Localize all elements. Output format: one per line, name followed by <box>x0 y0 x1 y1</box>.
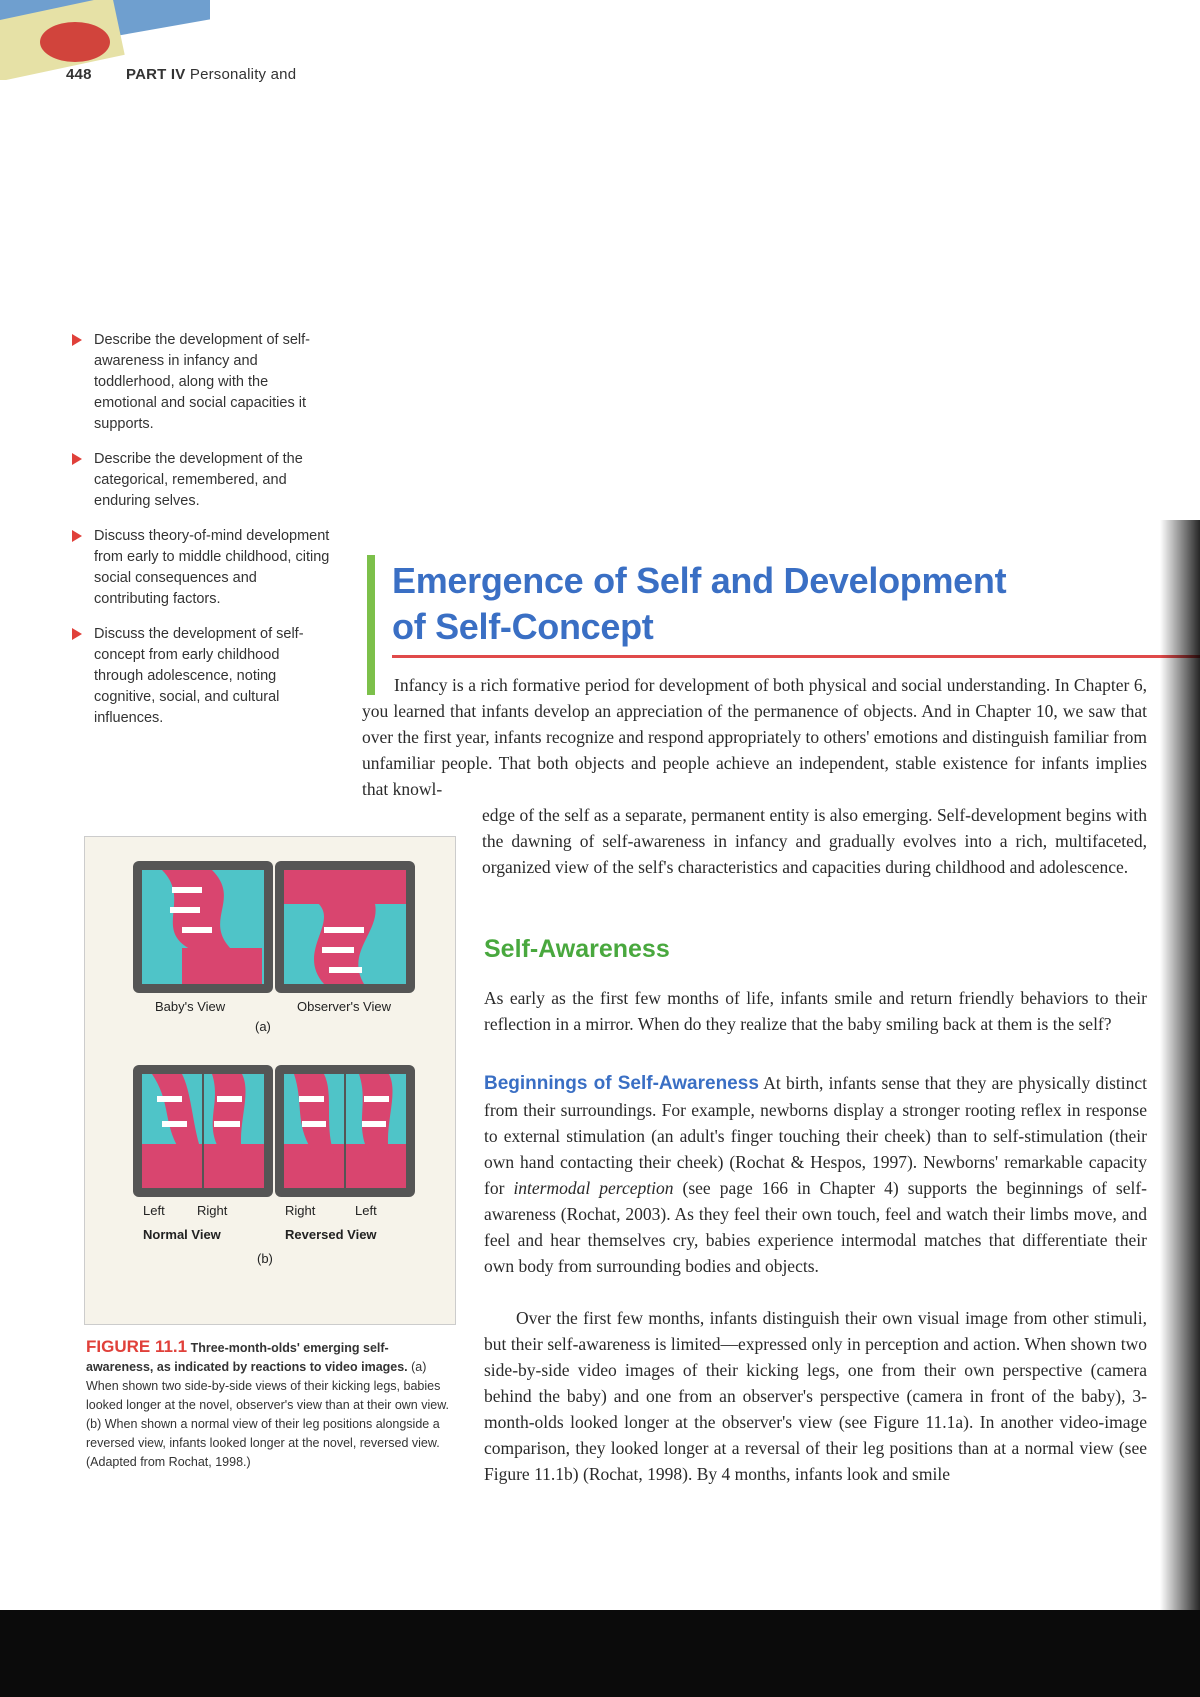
page-edge-shadow <box>1160 520 1200 1610</box>
page-bottom-shadow <box>0 1610 1200 1697</box>
monitor-observers-view <box>275 861 415 993</box>
figure-caption-text: (a) When shown two side-by-side views of their kicking legs, babies looked longer at the novel, observer's view than at their own view. (b) When shown a normal view of their leg positions alongside a reversed view, infants looked longer at the novel, reversed view. (Adapted from Rochat, 1998.) <box>86 1360 450 1469</box>
label-left: Left <box>355 1203 377 1218</box>
label-left: Left <box>143 1203 165 1218</box>
label-reversed-view: Reversed View <box>285 1227 377 1242</box>
bullet-arrow-icon <box>72 530 82 542</box>
label-b: (b) <box>257 1251 273 1266</box>
label-observers-view: Observer's View <box>297 999 391 1014</box>
monitor-babys-view <box>133 861 273 993</box>
monitor-reversed-view <box>275 1065 415 1197</box>
beginnings-heading: Beginnings of Self-Awareness <box>484 1073 759 1094</box>
part-label: PART IV <box>126 66 186 83</box>
self-awareness-paragraph: As early as the first few months of life, infants smile and return friendly behaviors to their reflection in a mirror. When do they realize that the baby smiling back at them is the self? <box>484 988 1147 1034</box>
section-title: Emergence of Self and Development of Self-Concept <box>392 560 1007 647</box>
figure-caption <box>86 1337 456 1472</box>
running-head <box>66 66 296 83</box>
beginnings-paragraph: Beginnings of Self-Awareness At birth, infants sense that they are physically distinct from their surroundings. For example, newborns display a stronger rooting reflex in response to external stimulation (an adult's finger touching their cheek) than to self-stimulation (their own hand contacting their cheek) (Rochat & Hespos, 1997). Newborns' remarkable capacity for intermodal perception (see page 166 in Chapter 4) supports the beginnings of self-awareness (Rochat, 2003). As they feel their own touch, feel and watch their limbs move, and feel and hear themselves cry, babies experience intermodal matches that differentiate their own body from surrounding bodies and objects. <box>484 1073 1147 1276</box>
legs-illustration <box>142 870 264 984</box>
intro-paragraph: Infancy is a rich formative period for development of both physical and social understanding. In Chapter 6, you learned that infants develop an appreciation of the permanence of objects. And in Chapter 10, we saw that over the first year, infants recognize and respond appropriately to others' emotions and distinguish familiar from unfamiliar people. That both objects and people achieve an independent, stable existence for infants implies that knowl- <box>362 675 1147 799</box>
label-right: Right <box>197 1203 228 1218</box>
legs-illustration <box>284 1074 406 1188</box>
figure-number: FIGURE 11.1 <box>86 1337 188 1356</box>
part-title: Personality and <box>189 66 297 83</box>
legs-illustration <box>142 1074 264 1188</box>
figure-11-1 <box>84 836 456 1325</box>
objective-item: Discuss theory-of-mind development from early to middle childhood, citing social consequences and contributing factors. <box>72 526 332 610</box>
figure-caption-title: Three-month-olds' emerging self-awareness, as indicated by reactions to video images. <box>86 1341 408 1374</box>
legs-illustration <box>284 870 406 984</box>
label-normal-view: Normal View <box>143 1227 221 1242</box>
bullet-arrow-icon <box>72 453 82 465</box>
bullet-arrow-icon <box>72 334 82 346</box>
label-right: Right <box>285 1203 316 1218</box>
bullet-arrow-icon <box>72 628 82 640</box>
beginnings-paragraph-2: Over the first few months, infants distinguish their own visual image from other stimuli, but their self-awareness is limited—expressed only in perception and action. When shown two side-by-side video images of their kicking legs, one from their own perspective (camera behind the baby) and one from an observer's perspective (camera in front of the baby), 3-month-olds looked longer at the observer's view (see Figure 11.1a). In another video-image comparison, they looked longer at a reversal of their leg positions than at a normal view (see Figure 11.1b) (Rochat, 1998). By 4 months, infants look and smile <box>484 1308 1147 1484</box>
objective-item: Describe the development of self-awareness in infancy and toddlerhood, along with the emotional and social capacities it supports. <box>72 330 332 435</box>
title-rule <box>392 655 1200 658</box>
label-a: (a) <box>255 1019 271 1034</box>
intro-paragraph-continued: edge of the self as a separate, permanent entity is also emerging. Self-development begins with the dawning of self-awareness in infancy and gradually evolves into a rich, multifaceted, organized view of the self's characteristics and capacities during childhood and adolescence. <box>482 805 1147 877</box>
learning-objectives <box>72 330 332 743</box>
label-babys-view: Baby's View <box>155 999 226 1014</box>
monitor-normal-view <box>133 1065 273 1197</box>
objective-item: Discuss the development of self-concept from early childhood through adolescence, noting cognitive, social, and cultural influences. <box>72 624 332 729</box>
self-awareness-heading: Self-Awareness <box>484 935 670 963</box>
objective-item: Describe the development of the categorical, remembered, and enduring selves. <box>72 449 332 512</box>
page-number: 448 <box>66 66 92 83</box>
